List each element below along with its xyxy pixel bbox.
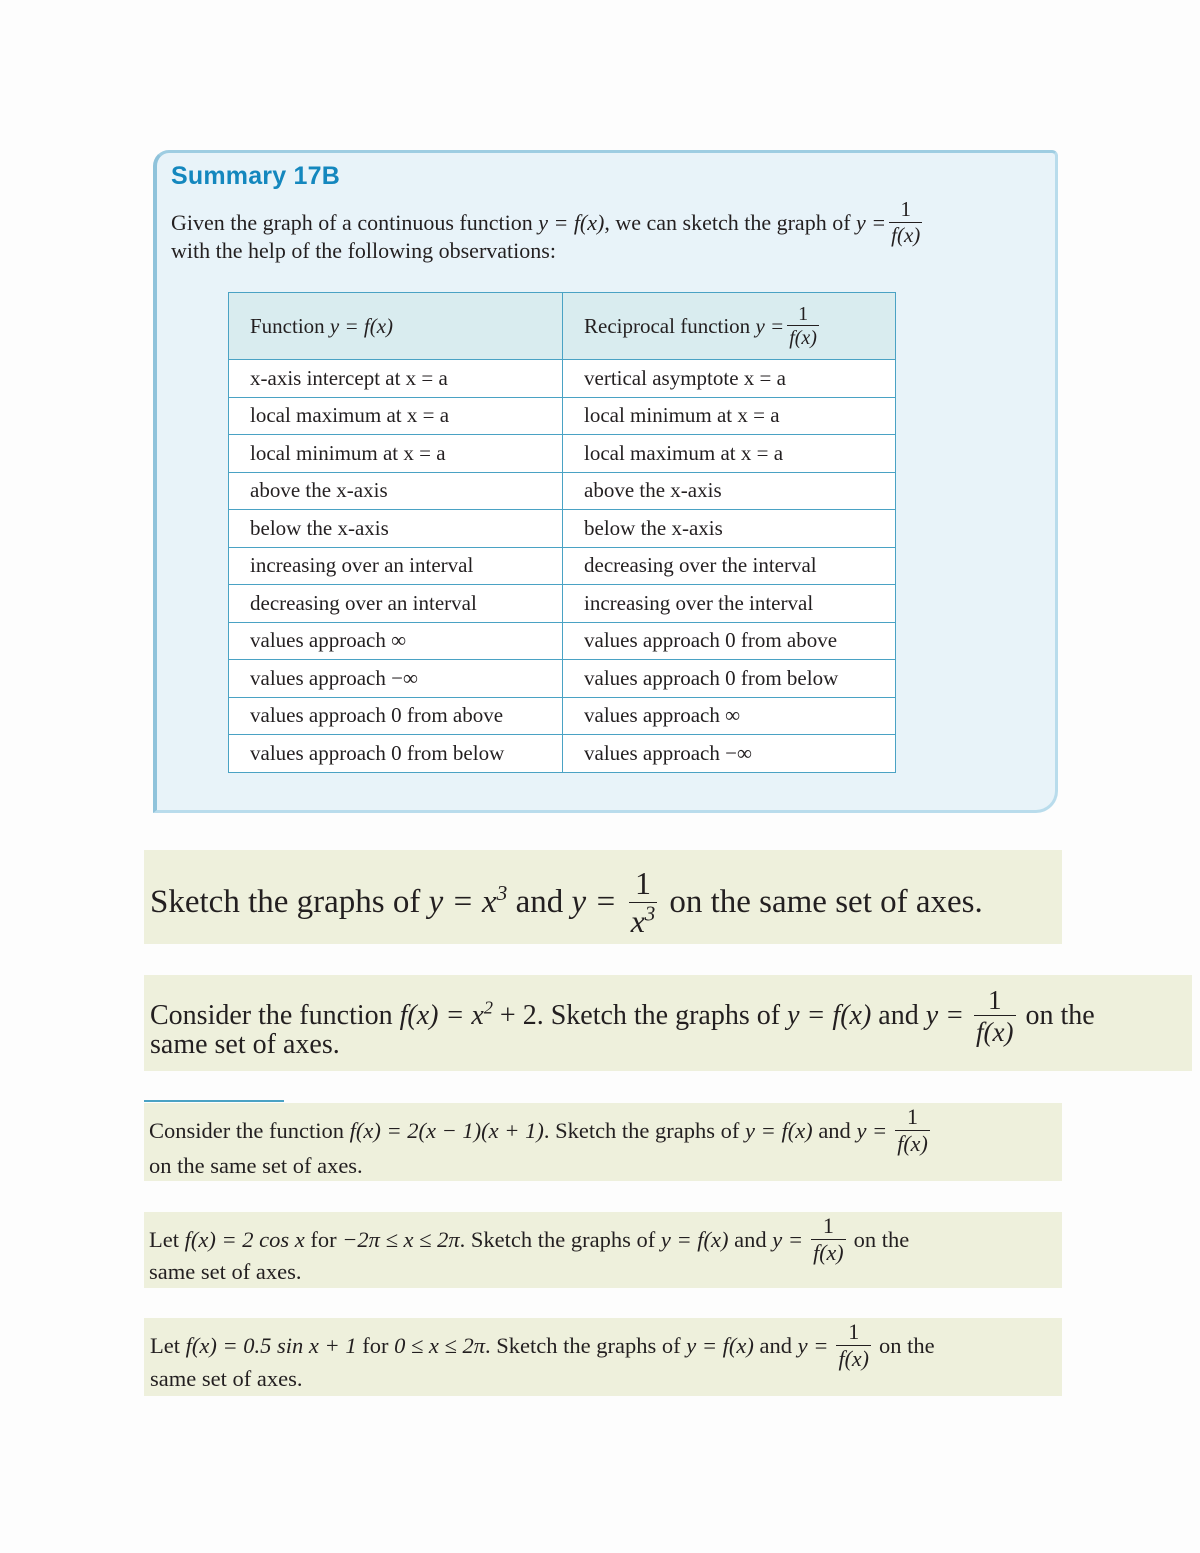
table-row: [229, 585, 896, 623]
exercise-2-and: and: [871, 1000, 926, 1032]
exercise-2-fx-base: f(x) = x: [399, 1000, 484, 1032]
exercise-4-domain: −2π ≤ x ≤ 2π: [342, 1226, 460, 1252]
exercise-1-equation-1: [428, 881, 508, 921]
exercise-4-fraction-denominator: f(x): [813, 1239, 844, 1265]
exercise-4: [144, 1212, 1062, 1288]
function-property-cell: values approach 0 from above: [229, 697, 563, 735]
exercise-1-fraction: [629, 866, 658, 940]
exercise-4-line-1: [149, 1214, 909, 1265]
exercise-3: [144, 1103, 1062, 1181]
table-row: [229, 622, 896, 660]
exercise-5-equation-2: y =: [797, 1332, 829, 1358]
exercise-2-equation-2: y =: [925, 1000, 965, 1032]
exercise-3-fraction-denominator: f(x): [897, 1130, 928, 1156]
function-property-cell: local maximum at x = a: [229, 397, 563, 435]
header-reciprocal: [563, 293, 896, 360]
exercise-1-eq1-base: y = x: [428, 884, 497, 921]
exercise-5-for: for: [356, 1332, 395, 1358]
exercise-4-fraction: [811, 1214, 846, 1265]
exercise-5-function: f(x) = 0.5 sin x + 1: [185, 1332, 357, 1358]
observations-table-body: [229, 360, 896, 773]
function-property-cell: values approach 0 from below: [229, 735, 563, 773]
exercise-1-suffix: on the same set of axes.: [669, 884, 983, 921]
exercise-4-fraction-numerator: 1: [822, 1213, 834, 1238]
exercise-3-equation-2: y =: [856, 1117, 888, 1143]
header-function-equation: y = f(x): [329, 313, 394, 338]
table-row: [229, 397, 896, 435]
exercise-3-prefix: Consider the function: [149, 1117, 350, 1143]
table-row: [229, 547, 896, 585]
reciprocal-property-cell: local minimum at x = a: [563, 397, 896, 435]
exercise-3-function: f(x) = 2(x − 1)(x + 1): [349, 1117, 544, 1143]
intro-fraction: [889, 198, 922, 247]
function-property-cell: values approach ∞: [229, 622, 563, 660]
reciprocal-property-cell: local maximum at x = a: [563, 435, 896, 473]
exercise-1-and: and: [507, 884, 572, 921]
function-property-cell: increasing over an interval: [229, 547, 563, 585]
header-fraction-numerator: 1: [798, 302, 809, 325]
exercise-4-and: and: [728, 1226, 773, 1252]
function-property-cell: decreasing over an interval: [229, 585, 563, 623]
summary-intro-line2: with the help of the following observations:: [171, 238, 556, 264]
header-reciprocal-equation: y =: [755, 313, 785, 338]
exercise-5-mid: . Sketch the graphs of: [485, 1332, 687, 1358]
exercise-2-fraction-numerator: 1: [988, 985, 1002, 1015]
exercise-3-equation-1: y = f(x): [745, 1117, 813, 1143]
exercise-2-line-2: same set of axes.: [150, 1029, 340, 1060]
function-property-cell: x-axis intercept at x = a: [229, 360, 563, 398]
intro-equation: y = f(x): [538, 209, 605, 235]
table-row: [229, 660, 896, 698]
exercise-5-domain: 0 ≤ x ≤ 2π: [394, 1332, 486, 1358]
exercise-2-fx-exponent: 2: [483, 997, 493, 1018]
exercise-1-den-base: x: [630, 902, 645, 939]
exercise-4-equation-2: y =: [772, 1226, 804, 1252]
function-property-cell: below the x-axis: [229, 510, 563, 548]
reciprocal-property-cell: below the x-axis: [563, 510, 896, 548]
table-row: [229, 472, 896, 510]
reciprocal-property-cell: vertical asymptote x = a: [563, 360, 896, 398]
exercise-4-mid: . Sketch the graphs of: [459, 1226, 661, 1252]
reciprocal-property-cell: above the x-axis: [563, 472, 896, 510]
exercise-2-function: [399, 997, 493, 1032]
intro-fraction-denominator: f(x): [891, 222, 921, 247]
reciprocal-property-cell: values approach 0 from above: [563, 622, 896, 660]
reciprocal-property-cell: values approach ∞: [563, 697, 896, 735]
exercise-4-equation-1: y = f(x): [660, 1226, 729, 1252]
exercise-5: [144, 1318, 1062, 1396]
intro-fraction-numerator: 1: [900, 197, 911, 221]
exercise-4-suffix: on the: [853, 1226, 910, 1252]
exercise-3-fraction: [895, 1105, 930, 1156]
table-header-row: [229, 293, 896, 360]
exercise-2-suffix: on the: [1025, 1000, 1095, 1032]
header-fraction-denominator: f(x): [789, 327, 817, 349]
exercise-5-equation-1: y = f(x): [686, 1332, 754, 1358]
exercise-1: [144, 850, 1062, 944]
exercise-5-prefix: Let: [150, 1332, 186, 1358]
exercise-4-for: for: [304, 1226, 343, 1252]
table-row: [229, 735, 896, 773]
table-row: [229, 435, 896, 473]
reciprocal-property-cell: values approach −∞: [563, 735, 896, 773]
exercise-2-prefix: Consider the function: [150, 1000, 400, 1032]
exercise-1-fraction-numerator: 1: [635, 865, 652, 901]
header-function: [229, 293, 563, 360]
exercise-5-fraction-denominator: f(x): [838, 1345, 869, 1371]
function-property-cell: values approach −∞: [229, 660, 563, 698]
exercise-3-top-rule: [144, 1100, 284, 1102]
exercise-5-suffix: on the: [879, 1332, 935, 1358]
header-fraction: [787, 303, 819, 350]
exercise-1-den-exponent: 3: [644, 902, 656, 926]
exercise-2: [144, 975, 1192, 1071]
exercise-1-equation-2: y =: [571, 884, 617, 921]
header-function-label: Function: [250, 313, 330, 338]
exercise-5-fraction-numerator: 1: [848, 1319, 860, 1344]
intro-y-equals: y =: [856, 209, 887, 235]
exercise-1-eq1-exponent: 3: [496, 881, 508, 906]
exercise-5-line-1: [150, 1320, 935, 1371]
exercise-5-line-2: same set of axes.: [150, 1366, 303, 1391]
reciprocal-property-cell: increasing over the interval: [563, 585, 896, 623]
exercise-3-line-2: on the same set of axes.: [149, 1153, 363, 1178]
table-row: [229, 697, 896, 735]
table-row: [229, 510, 896, 548]
exercise-5-and: and: [753, 1332, 798, 1358]
exercise-2-equation-1: y = f(x): [787, 1000, 872, 1032]
reciprocal-property-cell: decreasing over the interval: [563, 547, 896, 585]
intro-text-before: Given the graph of a continuous function: [171, 209, 539, 235]
exercise-4-function: f(x) = 2 cos x: [184, 1226, 305, 1252]
observations-table: [228, 292, 896, 773]
exercise-5-fraction: [836, 1320, 871, 1371]
exercise-3-and: and: [812, 1117, 857, 1143]
function-property-cell: above the x-axis: [229, 472, 563, 510]
exercise-1-fraction-denominator: [629, 902, 658, 940]
exercise-1-prefix: Sketch the graphs of: [150, 884, 429, 921]
exercise-4-prefix: Let: [149, 1226, 185, 1252]
exercise-2-fx-rest: + 2. Sketch the graphs of: [492, 1000, 788, 1032]
reciprocal-property-cell: values approach 0 from below: [563, 660, 896, 698]
exercise-2-fraction-denominator: f(x): [976, 1017, 1014, 1048]
table-row: [229, 360, 896, 398]
exercise-4-line-2: same set of axes.: [149, 1259, 302, 1284]
summary-intro: [171, 198, 1031, 267]
summary-title: Summary 17B: [171, 162, 340, 190]
exercise-3-mid: . Sketch the graphs of: [543, 1117, 746, 1143]
exercise-3-fraction-numerator: 1: [907, 1104, 918, 1129]
exercise-2-fraction: [974, 985, 1015, 1047]
exercise-1-line: [150, 866, 983, 940]
function-property-cell: local minimum at x = a: [229, 435, 563, 473]
intro-text-mid: , we can sketch the graph of: [604, 209, 857, 235]
exercise-3-line-1: [149, 1105, 938, 1156]
header-reciprocal-label: Reciprocal function: [584, 313, 756, 338]
